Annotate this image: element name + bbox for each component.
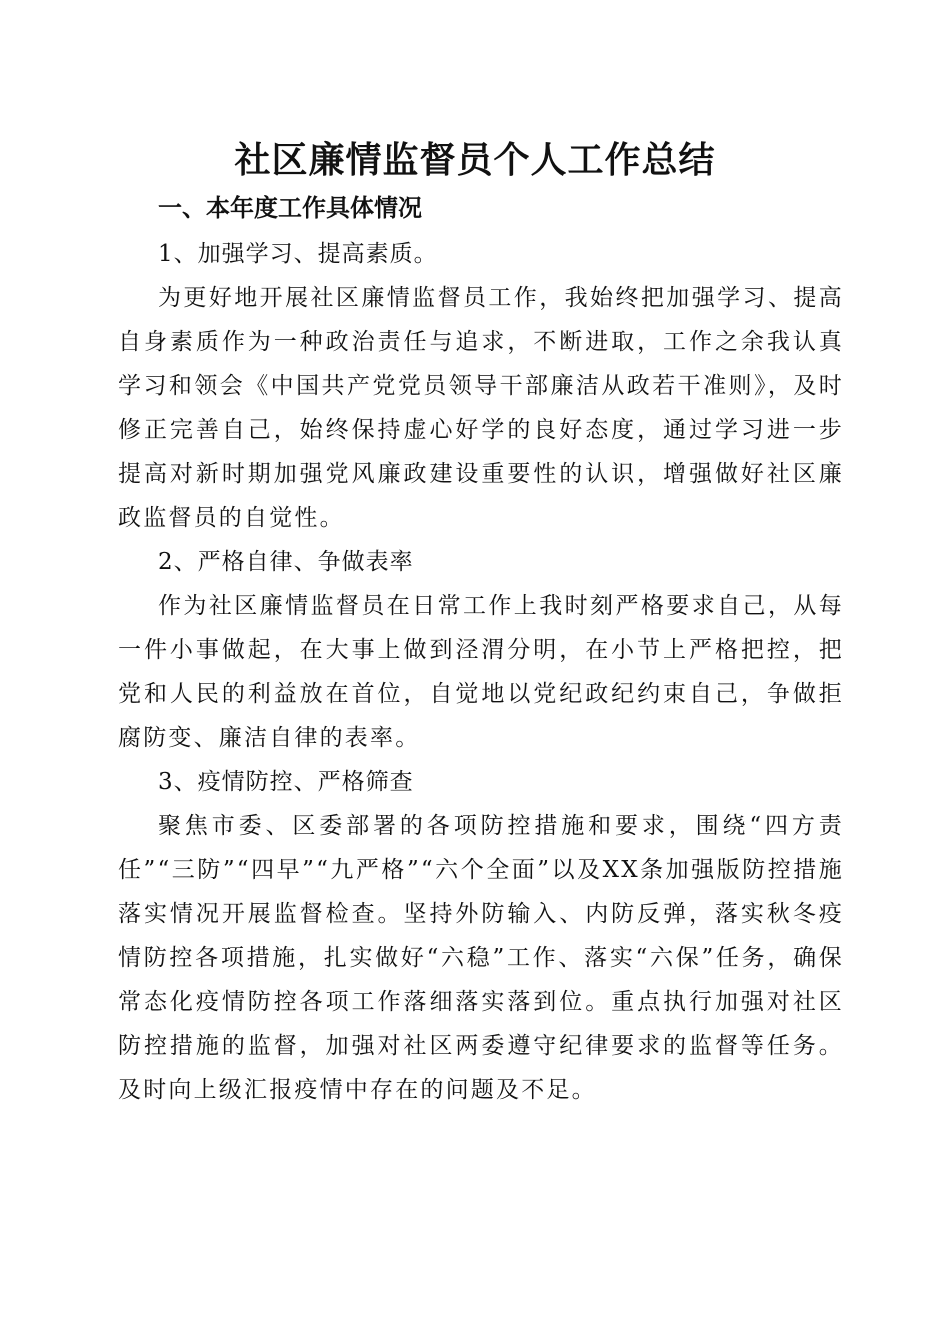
item-paragraph-1: 为更好地开展社区廉情监督员工作，我始终把加强学习、提高自身素质作为一种政治责任与追求，不断进取，工作之余我认真学习和领会《中国共产党党员领导干部廉洁从政若干准则》，及时修正完善自己，始终保持虚心好学的良好态度，通过学习进一步提高对新时期加强党风廉政建设重要性的认识，增强做好社区廉政监督员的自觉性。 [118, 285, 844, 531]
item-paragraph-3: 聚焦市委、区委部署的各项防控措施和要求，围绕“四方责任”“三防”“四早”“九严格”“六个全面”以及XX条加强版防控措施落实情况开展监督检查。坚持外防输入、内防反弹，落实秋冬疫情防控各项措施，扎实做好“六稳”工作、落实“六保”任务，确保常态化疫情防控各项工作落细落实落到位。重点执行加强对社区防控措施的监督，加强对社区两委遵守纪律要求的监督等任务。及时向上级汇报疫情中存在的问题及不足。 [118, 813, 844, 1103]
item-subheading-1: 1、加强学习、提高素质。 [158, 241, 438, 267]
item-paragraph-2: 作为社区廉情监督员在日常工作上我时刻严格要求自己，从每一件小事做起，在大事上做到泾渭分明，在小节上严格把控，把党和人民的利益放在首位，自觉地以党纪政纪约束自己，争做拒腐防变、廉洁自律的表率。 [118, 593, 844, 751]
section-heading: 一、本年度工作具体情况 [158, 194, 422, 222]
item-subheading-3: 3、疫情防控、严格筛查 [158, 769, 414, 795]
document-body [118, 188, 844, 1112]
document-title: 社区廉情监督员个人工作总结 [234, 139, 716, 181]
item-subheading-2: 2、严格自律、争做表率 [158, 549, 414, 575]
